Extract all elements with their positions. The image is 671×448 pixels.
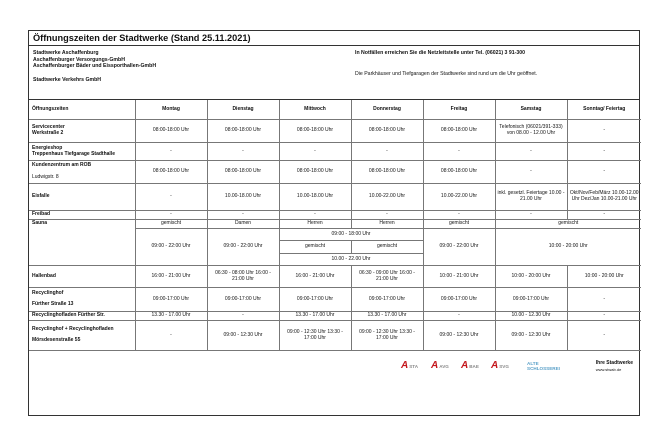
table-cell: 09:00 - 12:30 Uhr: [423, 321, 495, 351]
table-cell: 09:00 - 12:30 Uhr 13:30 - 17:00 Uhr: [279, 321, 351, 351]
row-label: Kundenzentrum am ROB Ludwigstr. 8: [29, 161, 135, 184]
col-header: Donnerstag: [351, 100, 423, 120]
signature-block: [596, 361, 633, 372]
opening-hours-sheet: [28, 30, 640, 416]
table-cell: -: [135, 184, 207, 211]
table-cell: 13.30 - 17.00 Uhr: [351, 312, 423, 321]
table-cell: 08:00-18:00 Uhr: [207, 161, 279, 184]
page-title: Öffnungszeiten der Stadtwerke (Stand 25.11.2021): [29, 31, 639, 46]
company-1: Stadtwerke Aschaffenburg: [33, 50, 99, 56]
table-cell: 10.00-18.00 Uhr: [207, 184, 279, 211]
table-cell: Telefonisch (06021/391-333) von 08.00 - 12.00 Uhr: [495, 120, 567, 143]
table-cell: 10:00 - 21:00 Uhr: [423, 266, 495, 288]
col-header: Dienstag: [207, 100, 279, 120]
table-cell: -: [495, 143, 567, 161]
parking-note: Die Parkhäuser und Tiefgaragen der Stadtwerke sind rund um die Uhr geöffnet.: [355, 71, 538, 77]
row-label: Recyclinghofladen Fürther Str.: [29, 312, 135, 321]
table-cell: 08:00-18:00 Uhr: [279, 161, 351, 184]
table-row: [29, 161, 641, 184]
table-cell: 09:00-17:00 Uhr: [351, 288, 423, 312]
table-cell: -: [135, 143, 207, 161]
row-label: Recyclinghof + Recyclinghofladen Mörsdesenstraße 55: [29, 321, 135, 351]
table-cell: -: [279, 143, 351, 161]
logo-alte-schlosserei: ALTE SCHLOSSEREI: [527, 361, 560, 371]
table-cell: -: [495, 161, 567, 184]
table-cell: -: [279, 211, 351, 220]
table-cell: Herren: [279, 220, 351, 229]
table-cell: -: [567, 288, 641, 312]
table-cell: 10.00-22.00 Uhr: [351, 184, 423, 211]
table-cell: 09:00 - 12:30 Uhr: [207, 321, 279, 351]
col-header: Sonntag/ Feiertag: [567, 100, 641, 120]
table-cell: 10:00 - 20:00 Uhr: [495, 266, 567, 288]
row-label: Servicecenter Werkstraße 2: [29, 120, 135, 143]
company-3: Aschaffenburger Bäder und Eissporthallen-GmbH: [33, 63, 157, 69]
signature-url: www.stwab.de: [595, 366, 622, 372]
table-cell: inkl. gesetzl. Feiertage 10.00 - 21.00 Uhr: [495, 184, 567, 211]
table-row: [29, 266, 641, 288]
company-2: Aschaffenburger Versorgungs-GmbH: [33, 56, 125, 63]
table-cell: 09:00-17:00 Uhr: [495, 288, 567, 312]
table-cell: -: [351, 211, 423, 220]
col-header: Samstag: [495, 100, 567, 120]
table-cell: -: [567, 211, 641, 220]
col-header: Freitag: [423, 100, 495, 120]
table-row: [29, 288, 641, 312]
table-cell: 10:00 - 20:00 Uhr: [567, 266, 641, 288]
row-label: Eisfalle: [29, 184, 135, 211]
logo-sta: A STA: [401, 360, 419, 371]
table-cell: -: [567, 161, 641, 184]
table-cell: 08:00-18:00 Uhr: [279, 120, 351, 143]
table-cell: -: [495, 211, 567, 220]
table-cell: 13.30 - 17.00 Uhr: [279, 312, 351, 321]
footer: [29, 351, 639, 385]
table-cell: 10.00 - 22.00 Uhr: [331, 255, 371, 262]
table-cell: 06:30 - 09:00 Uhr 16:00 - 21:00 Uhr: [351, 266, 423, 288]
table-row: [29, 220, 641, 229]
company-4: Stadtwerke Verkehrs GmbH: [33, 77, 102, 83]
emergency-note: In Notfällen erreichen Sie die Netzleitstelle unter Tel. (06021) 3 91-300: [355, 50, 526, 56]
table-cell: -: [567, 120, 641, 143]
signature-title: Ihre Stadtwerke: [595, 360, 633, 366]
table-row: [29, 184, 641, 211]
table-cell: 08:00-18:00 Uhr: [135, 161, 207, 184]
table-row: [29, 143, 641, 161]
table-cell: 09:00 - 22:00 Uhr: [135, 229, 207, 266]
table-cell: gemischt: [280, 241, 352, 254]
hours-table: [29, 100, 641, 351]
table-cell: 08:00-18:00 Uhr: [135, 120, 207, 143]
table-cell: -: [207, 312, 279, 321]
row-label: Freibad: [29, 211, 135, 220]
logo-svg: A SVG: [491, 360, 509, 371]
table-cell: -: [135, 321, 207, 351]
table-cell: 09:00-17:00 Uhr: [135, 288, 207, 312]
table-cell: -: [207, 143, 279, 161]
table-header: [29, 100, 641, 120]
table-cell: Herren: [351, 220, 423, 229]
table-cell: 09:00 - 12:30 Uhr: [495, 321, 567, 351]
logo-avg: A AVG: [431, 360, 449, 371]
header-info: [29, 46, 639, 100]
table-cell: -: [567, 312, 641, 321]
table-cell: 09:00-17:00 Uhr: [423, 288, 495, 312]
row-label: Energieshop Treppenhaus Tiefgarage Stadthalle: [29, 143, 135, 161]
table-cell: gemischt: [423, 220, 495, 229]
table-cell: -: [135, 211, 207, 220]
table-cell: 08:00-18:00 Uhr: [351, 161, 423, 184]
table-cell: 09:00-17:00 Uhr: [207, 288, 279, 312]
table-cell: gemischt: [351, 241, 423, 254]
table-cell: 10:00 - 20:00 Uhr: [495, 229, 641, 266]
table-cell: -: [423, 211, 495, 220]
table-cell: Damen: [207, 220, 279, 229]
row-label: Hallenbad: [29, 266, 135, 288]
table-cell: 10.00-18.00 Uhr: [279, 184, 351, 211]
col-header: Öffnungszeiten: [29, 100, 135, 120]
table-row: [29, 120, 641, 143]
table-cell: 09:00 - 22:00 Uhr: [423, 229, 495, 266]
table-cell: 08:00-18:00 Uhr: [423, 120, 495, 143]
row-label: Sauna: [29, 220, 135, 266]
logo-bae: A BAE: [461, 360, 479, 371]
table-cell: 10.00 - 12.30 Uhr: [495, 312, 567, 321]
table-row: [29, 321, 641, 351]
col-header: Montag: [135, 100, 207, 120]
table-row: [29, 211, 641, 220]
table-cell: -: [567, 321, 641, 351]
table-cell: 09:00-17:00 Uhr: [279, 288, 351, 312]
table-cell: 16:00 - 21:00 Uhr: [135, 266, 207, 288]
table-cell: 16:00 - 21:00 Uhr: [279, 266, 351, 288]
table-cell: gemischt: [495, 220, 641, 229]
table-cell: -: [423, 312, 495, 321]
table-cell: 10.00-22.00 Uhr: [423, 184, 495, 211]
sauna-wed-thu-cell: [279, 229, 423, 266]
col-header: Mittwoch: [279, 100, 351, 120]
row-label: Recyclinghof Fürther Straße 13: [29, 288, 135, 312]
table-cell: Okt/Nov/Feb/März 10.00-12.00 Uhr Dez/Jan 10.00-21.00 Uhr: [567, 184, 641, 211]
table-cell: 09:00 - 18:00 Uhr: [280, 229, 423, 241]
table-cell: -: [351, 143, 423, 161]
table-cell: 06:30 - 08:00 Uhr 16:00 - 21:00 Uhr: [207, 266, 279, 288]
table-cell: -: [567, 143, 641, 161]
table-cell: gemischt: [135, 220, 207, 229]
table-cell: 08:00-18:00 Uhr: [423, 161, 495, 184]
table-cell: -: [207, 211, 279, 220]
table-cell: 08:00-18:00 Uhr: [351, 120, 423, 143]
table-cell: -: [423, 143, 495, 161]
table-cell: 09:00 - 12:30 Uhr 13:30 - 17:00 Uhr: [351, 321, 423, 351]
table-cell: 13.30 - 17.00 Uhr: [135, 312, 207, 321]
table-cell: 08:00-18:00 Uhr: [207, 120, 279, 143]
table-row: [29, 312, 641, 321]
table-cell: 09:00 - 22:00 Uhr: [207, 229, 279, 266]
